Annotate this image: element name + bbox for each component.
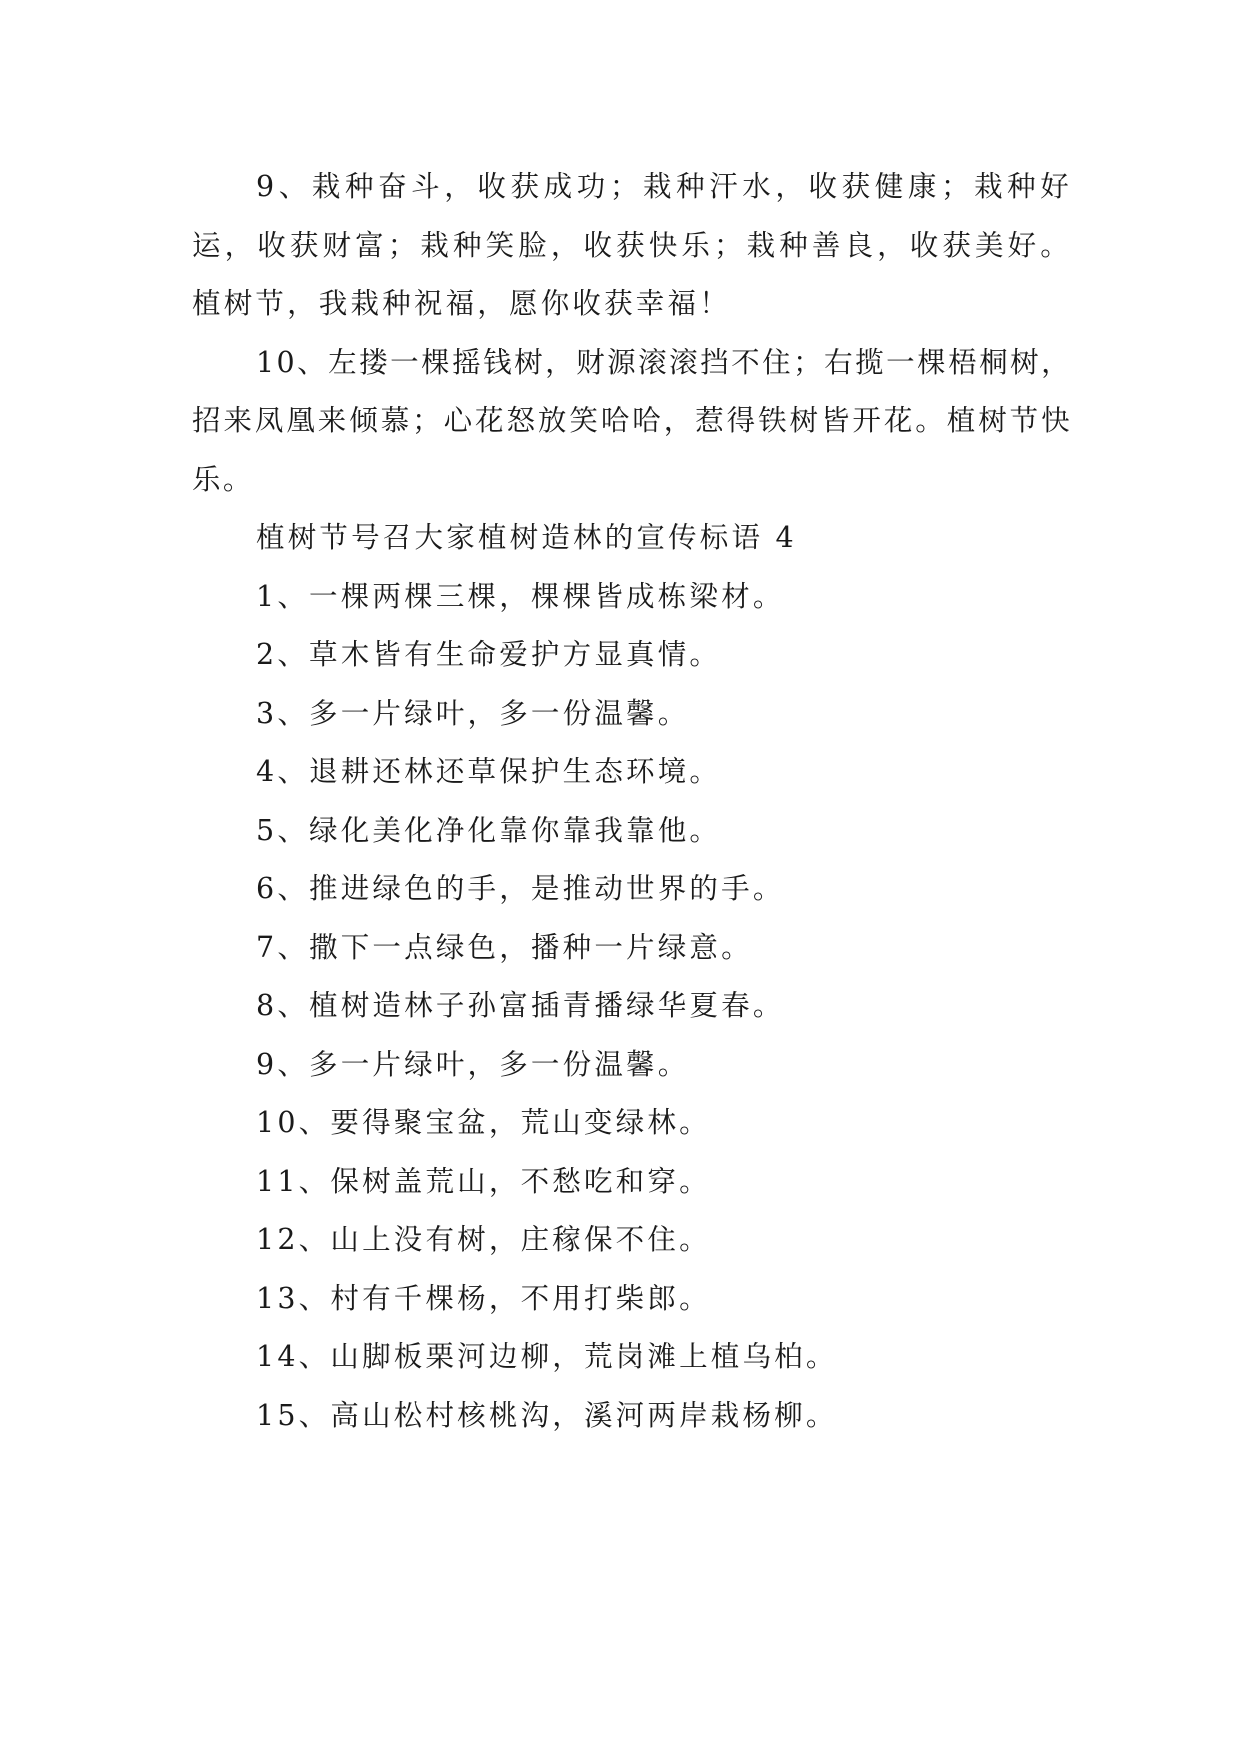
paragraph-10: 10、左搂一棵摇钱树，财源滚滚挡不住；右揽一棵梧桐树，招来凤凰来倾慕；心花怒放笑哈哈，惹得铁树皆开花。植树节快乐。	[192, 345, 1072, 496]
document-page	[192, 158, 1072, 1445]
list-item: 1、一棵两棵三棵，棵棵皆成栋梁材。	[256, 579, 785, 613]
list-item: 10、要得聚宝盆，荒山变绿林。	[256, 1106, 711, 1139]
list-item: 13、村有千棵杨，不用打柴郎。	[256, 1281, 711, 1315]
list-item: 6、推进绿色的手，是推动世界的手。	[256, 872, 785, 905]
list-item: 9、多一片绿叶，多一份温馨。	[256, 1047, 690, 1081]
list-item: 15、高山松村核桃沟，溪河两岸栽杨柳。	[256, 1398, 838, 1432]
list-item: 3、多一片绿叶，多一份温馨。	[256, 696, 690, 730]
list-item: 7、撒下一点绿色，播种一片绿意。	[256, 930, 753, 964]
list-item: 2、草木皆有生命爱护方显真情。	[256, 638, 722, 671]
list-item: 5、绿化美化净化靠你靠我靠他。	[256, 813, 722, 847]
list-item: 8、植树造林子孙富插青播绿华夏春。	[256, 989, 785, 1022]
list-item: 4、退耕还林还草保护生态环境。	[256, 755, 722, 788]
list-item: 12、山上没有树，庄稼保不住。	[256, 1223, 711, 1256]
slogan-list	[192, 568, 1072, 1446]
section-title: 植树节号召大家植树造林的宣传标语 4	[256, 521, 797, 554]
list-item: 14、山脚板栗河边柳，荒岗滩上植乌柏。	[256, 1340, 838, 1373]
list-item: 11、保树盖荒山，不愁吃和穿。	[256, 1164, 711, 1198]
paragraph-9: 9、栽种奋斗，收获成功；栽种汗水，收获健康；栽种好运，收获财富；栽种笑脸，收获快乐；栽种善良，收获美好。植树节，我栽种祝福，愿你收获幸福！	[192, 170, 1072, 320]
